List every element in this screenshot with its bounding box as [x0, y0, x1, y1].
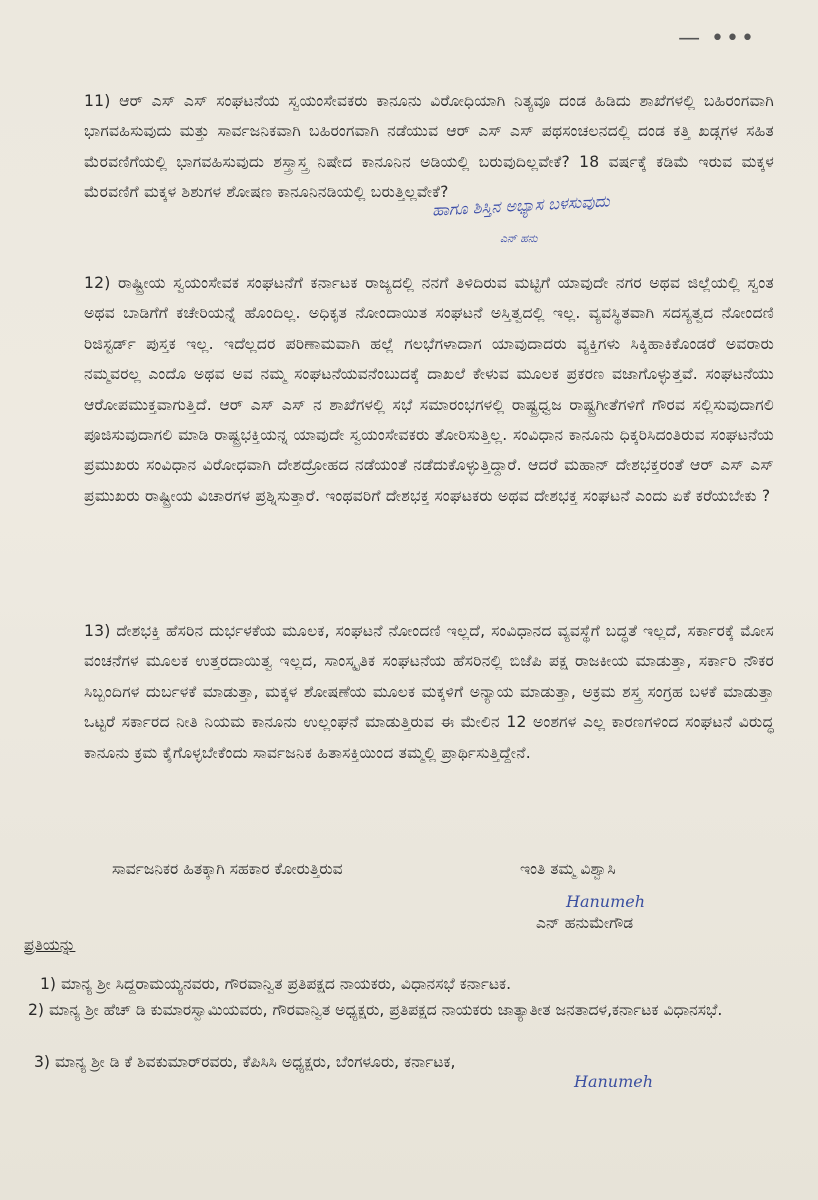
edge-mark: — •••	[678, 26, 756, 51]
handwritten-annotation-sub: ಎನ್ ಹನು	[500, 232, 538, 245]
paragraph-number: 12)	[84, 274, 111, 292]
paragraph-text: ರಾಷ್ಟ್ರೀಯ ಸ್ವಯಂಸೇವಕ ಸಂಘಟನೆಗೆ ಕರ್ನಾಟಕ ರಾಜ್ಯದಲ್ಲಿ ನನಗೆ ತಿಳಿದಿರುವ ಮಟ್ಟಿಗೆ ಯಾವುದೇ ನಗರ ಅಥವ ಜಿಲ್ಲೆಯಲ್ಲಿ ಸ್ವಂತ ಅಥವ ಬಾಡಿಗೆಗೆ ಕಚೇರಿಯನ್ನೆ ಹೊಂದಿಲ್ಲ. ಅಧಿಕೃತ ನೋಂದಾಯಿತ ಸಂಘಟನೆ ಅಸ್ತಿತ್ವದಲ್ಲಿ ಇಲ್ಲ. ವ್ಯವಸ್ಥಿತವಾಗಿ ಸದಸ್ಯತ್ವದ ನೋಂದಣಿ ರಿಜಿಸ್ಟರ್ಡ್ ಪುಸ್ತಕ ಇಲ್ಲ. ಇದೆಲ್ಲದರ ಪರಿಣಾಮವಾಗಿ ಹಲ್ಲೆ ಗಲಭೆಗಳಾದಾಗ ಯಾವುದಾದರು ವ್ಯಕ್ತಿಗಳು ಸಿಕ್ಕಿಹಾಕಿಕೊಂಡರೆ ಅವರಾರು ನಮ್ಮವರಲ್ಲ ಎಂದೊ ಅಥವ ಅವ ನಮ್ಮ ಸಂಘಟನೆಯವನೆಂಬುದಕ್ಕೆ ದಾಖಲೆ ಕೇಳುವ ಮೂಲಕ ಪ್ರಕರಣ ವಜಾಗೊಳ್ಳುತ್ತವೆ. ಸಂಘಟನೆಯು ಆರೋಪಮುಕ್ತವಾಗುತ್ತಿದೆ. ಆರ್ ಎಸ್ ಎಸ್ ನ ಶಾಖೆಗಳಲ್ಲಿ ಸಭೆ ಸಮಾರಂಭಗಳಲ್ಲಿ ರಾಷ್ಟ್ರಧ್ವಜ ರಾಷ್ಟ್ರಗೀತೆಗಳಿಗೆ ಗೌರವ ಸಲ್ಲಿಸುವುದಾಗಲಿ ಪೂಜಿಸುವುದಾಗಲಿ ಮಾಡಿ ರಾಷ್ಟ್ರಭಕ್ತಿಯನ್ನ ಯಾವುದೇ ಸ್ವಯಂಸೇವಕರು ತೋರಿಸುತ್ತಿಲ್ಲ. ಸಂವಿಧಾನ ಕಾನೂನು ಧಿಕ್ಕರಿಸಿದಂತಿರುವ ಸಂಘಟನೆಯ ಪ್ರಮುಖರು ಸಂವಿಧಾನ ವಿರೋಧವಾಗಿ ದೇಶದ್ರೋಹದ ನಡೆಯಂತೆ ನಡೆದುಕೊಳ್ಳುತ್ತಿದ್ದಾರೆ. ಆದರೆ ಮಹಾನ್ ದೇಶಭಕ್ತರಂತೆ ಆರ್ ಎಸ್ ಎಸ್ ಪ್ರಮುಖರು ರಾಷ್ಟ್ರೀಯ ವಿಚಾರಗಳ ಪ್ರಶ್ನಿಸುತ್ತಾರೆ. ಇಂಥವರಿಗೆ ದೇಶಭಕ್ತ ಸಂಘಟಕರು ಅಥವ ದೇಶಭಕ್ತ ಸಂಘಟನೆ ಎಂದು ಏಕೆ ಕರೆಯಬೇಕು ?	[84, 274, 774, 505]
copy-to-heading: ಪ್ರತಿಯನ್ನು	[24, 936, 76, 954]
signer-name: ಎನ್ ಹನುಮೇಗೌಡ	[536, 914, 634, 932]
paragraph-number: 11)	[84, 92, 111, 110]
copy-to-item: 2) ಮಾನ್ಯ ಶ್ರೀ ಹೆಚ್ ಡಿ ಕುಮಾರಸ್ವಾಮಿಯವರು, ಗೌರವಾನ್ವಿತ ಅಧ್ಯಕ್ಷರು, ಪ್ರತಿಪಕ್ಷದ ನಾಯಕರು ಜಾತ್ಯಾತೀತ ಜನತಾದಳ,ಕರ್ನಾಟಕ ವಿಧಾನಸಭೆ.	[28, 1001, 723, 1019]
closing-right: ಇಂತಿ ತಮ್ಮ ವಿಶ್ವಾಸಿ	[520, 860, 616, 878]
paragraph-12	[84, 268, 774, 511]
paragraph-11	[84, 86, 774, 208]
copy-to-item: 3) ಮಾನ್ಯ ಶ್ರೀ ಡಿ ಕೆ ಶಿವಕುಮಾರ್‌ರವರು, ಕೆಪಿಸಿಸಿ ಅಧ್ಯಕ್ಷರು, ಬೆಂಗಳೂರು, ಕರ್ನಾಟಕ,	[34, 1053, 456, 1071]
handwritten-annotation: ಹಾಗೂ ಶಿಸ್ತಿನ ಅಭ್ಯಾಸ ಬಳಸುವುದು	[431, 191, 611, 220]
paragraph-13	[84, 616, 774, 768]
paragraph-number: 13)	[84, 622, 111, 640]
copy-to-item: 1) ಮಾನ್ಯ ಶ್ರೀ ಸಿದ್ದರಾಮಯ್ಯನವರು, ಗೌರವಾನ್ವಿತ ಪ್ರತಿಪಕ್ಷದ ನಾಯಕರು, ವಿಧಾನಸಭೆ ಕರ್ನಾಟಕ.	[40, 975, 512, 993]
signature: Hanumeh	[574, 1072, 654, 1091]
closing-left: ಸಾರ್ವಜನಿಕರ ಹಿತಕ್ಕಾಗಿ ಸಹಕಾರ ಕೋರುತ್ತಿರುವ	[112, 860, 343, 878]
signature: Hanumeh	[566, 892, 646, 911]
paragraph-text: ಆರ್ ಎಸ್ ಎಸ್ ಸಂಘಟನೆಯ ಸ್ವಯಂಸೇವಕರು ಕಾನೂನು ವಿರೋಧಿಯಾಗಿ ನಿತ್ಯವೂ ದಂಡ ಹಿಡಿದು ಶಾಖೆಗಳಲ್ಲಿ ಬಹಿರಂಗವಾಗಿ ಭಾಗವಹಿಸುವುದು ಮತ್ತು ಸಾರ್ವಜನಿಕವಾಗಿ ಬಹಿರಂಗವಾಗಿ ನಡೆಯುವ ಆರ್ ಎಸ್ ಎಸ್ ಪಥಸಂಚಲನದಲ್ಲಿ ದಂಡ ಕತ್ತಿ ಖಡ್ಗಗಳ ಸಹಿತ ಮೆರವಣಿಗೆಯಲ್ಲಿ ಭಾಗವಹಿಸುವುದು ಶಸ್ತ್ರಾಸ್ತ್ರ ನಿಷೇದ ಕಾನೂನಿನ ಅಡಿಯಲ್ಲಿ ಬರುವುದಿಲ್ಲವೇಕೆ? 18 ವರ್ಷಕ್ಕೆ ಕಡಿಮೆ ಇರುವ ಮಕ್ಕಳ ಮೆರವಣಿಗೆ ಮಕ್ಕಳ ಶಿಶುಗಳ ಶೋಷಣ ಕಾನೂನಿನಡಿಯಲ್ಲಿ ಬರುತ್ತಿಲ್ಲವೇಕೆ?	[84, 92, 774, 202]
paragraph-text: ದೇಶಭಕ್ತಿ ಹೆಸರಿನ ದುರ್ಭಳಕೆಯ ಮೂಲಕ, ಸಂಘಟನೆ ನೋಂದಣಿ ಇಲ್ಲದೆ, ಸಂವಿಧಾನದ ವ್ಯವಸ್ಥೆಗೆ ಬದ್ಧತೆ ಇಲ್ಲದೆ, ಸರ್ಕಾರಕ್ಕೆ ಮೋಸ ವಂಚನೆಗಳ ಮೂಲಕ ಉತ್ತರದಾಯಿತ್ವ ಇಲ್ಲದ, ಸಾಂಸ್ಕೃತಿಕ ಸಂಘಟನೆಯ ಹೆಸರಿನಲ್ಲಿ ಬಿಜೆಪಿ ಪಕ್ಷ ರಾಜಕೀಯ ಮಾಡುತ್ತಾ, ಸರ್ಕಾರಿ ನೌಕರ ಸಿಬ್ಬಂದಿಗಳ ದುರ್ಬಳಕೆ ಮಾಡುತ್ತಾ, ಮಕ್ಕಳ ಶೋಷಣೆಯ ಮೂಲಕ ಮಕ್ಕಳಿಗೆ ಅನ್ಯಾಯ ಮಾಡುತ್ತಾ, ಅಕ್ರಮ ಶಸ್ತ್ರ ಸಂಗ್ರಹ ಬಳಕೆ ಮಾಡುತ್ತಾ ಒಟ್ಟರೆ ಸರ್ಕಾರದ ನೀತಿ ನಿಯಮ ಕಾನೂನು ಉಲ್ಲಂಘನೆ ಮಾಡುತ್ತಿರುವ ಈ ಮೇಲಿನ 12 ಅಂಶಗಳ ಎಲ್ಲ ಕಾರಣಗಳಿಂದ ಸಂಘಟನೆ ವಿರುದ್ಧ ಕಾನೂನು ಕ್ರಮ ಕೈಗೊಳ್ಳಬೇಕೆಂದು ಸಾರ್ವಜನಿಕ ಹಿತಾಸಕ್ತಿಯಿಂದ ತಮ್ಮಲ್ಲಿ ಪ್ರಾರ್ಥಿಸುತ್ತಿದ್ದೇನೆ.	[84, 622, 774, 762]
